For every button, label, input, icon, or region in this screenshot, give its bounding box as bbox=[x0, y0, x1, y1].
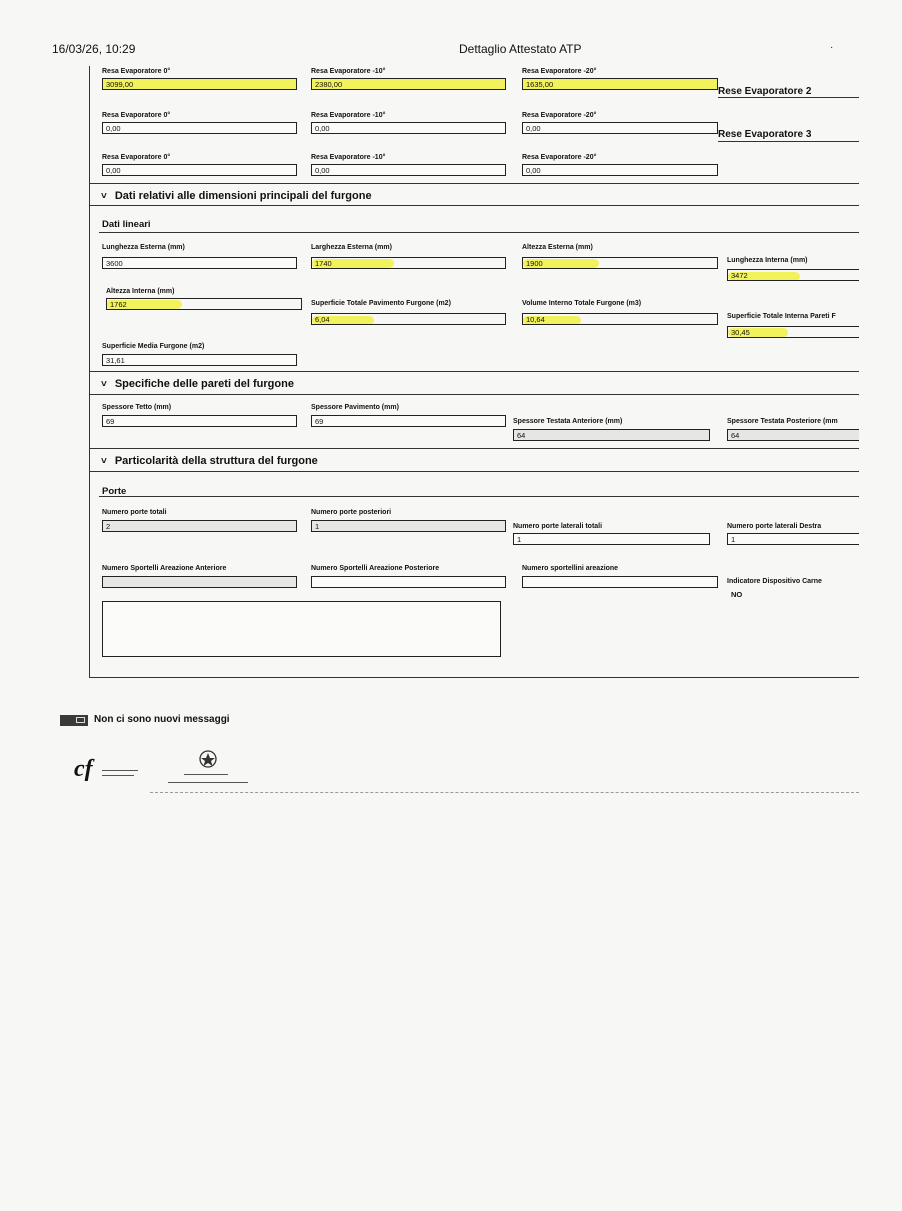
subsection-dati-lineari: Dati lineari bbox=[102, 219, 151, 230]
ministry-caption-line-1 bbox=[184, 774, 228, 775]
lunghezza-esterna-field[interactable]: 3600 bbox=[102, 257, 297, 269]
larghezza-esterna-label: Larghezza Esterna (mm) bbox=[311, 244, 392, 251]
section-divider-dimensioni-top bbox=[89, 183, 859, 184]
sportelli-posteriore-field[interactable] bbox=[311, 576, 506, 588]
spessore-anteriore-field[interactable]: 64 bbox=[513, 429, 710, 441]
porte-totali-field[interactable]: 2 bbox=[102, 520, 297, 532]
superficie-media-field[interactable]: 31,61 bbox=[102, 354, 297, 366]
resa-20-field-1[interactable]: 1635,00 bbox=[522, 78, 718, 90]
divider-evap-1 bbox=[718, 97, 859, 98]
porte-laterali-destra-label: Numero porte laterali Destra bbox=[727, 523, 822, 530]
sportelli-posteriore-label: Numero Sportelli Areazione Posteriore bbox=[311, 565, 440, 572]
superficie-pareti-label: Superficie Totale Interna Pareti F bbox=[727, 313, 836, 320]
volume-interno-field[interactable]: 10,64 bbox=[522, 313, 718, 325]
resa-0-label-1: Resa Evaporatore 0° bbox=[102, 68, 171, 75]
volume-interno-label: Volume Interno Totale Furgone (m3) bbox=[522, 300, 642, 307]
ministry-caption-line-2 bbox=[168, 782, 248, 783]
section-struttura-title: Particolarità della struttura del furgone bbox=[114, 455, 318, 467]
lunghezza-interna-field[interactable]: 3472 bbox=[727, 269, 859, 281]
spessore-posteriore-label: Spessore Testata Posteriore (mm bbox=[727, 418, 838, 425]
sportelli-anteriore-label: Numero Sportelli Areazione Anteriore bbox=[102, 565, 227, 572]
indicatore-carne-label: Indicatore Dispositivo Carne bbox=[727, 578, 822, 585]
header-dot: · bbox=[830, 42, 834, 53]
resa-10-label-3: Resa Evaporatore -10° bbox=[311, 154, 386, 161]
sportellini-field[interactable] bbox=[522, 576, 718, 588]
superficie-media-label: Superficie Media Furgone (m2) bbox=[102, 343, 205, 350]
cf-logo: cf bbox=[74, 756, 93, 782]
resa-20-field-3[interactable]: 0,00 bbox=[522, 164, 718, 176]
lunghezza-esterna-label: Lunghezza Esterna (mm) bbox=[102, 244, 185, 251]
spessore-anteriore-label: Spessore Testata Anteriore (mm) bbox=[513, 418, 623, 425]
resa-0-field-3[interactable]: 0,00 bbox=[102, 164, 297, 176]
spessore-pavimento-label: Spessore Pavimento (mm) bbox=[311, 404, 399, 411]
section-divider-dimensioni-bottom bbox=[89, 205, 859, 206]
lunghezza-interna-label: Lunghezza Interna (mm) bbox=[727, 257, 808, 264]
resa-10-field-1[interactable]: 2380,00 bbox=[311, 78, 506, 90]
resa-10-label-1: Resa Evaporatore -10° bbox=[311, 68, 386, 75]
resa-0-field-1[interactable]: 3099,00 bbox=[102, 78, 297, 90]
spessore-tetto-label: Spessore Tetto (mm) bbox=[102, 404, 172, 411]
porte-posteriori-field[interactable]: 1 bbox=[311, 520, 506, 532]
messages-status: Non ci sono nuovi messaggi bbox=[94, 714, 230, 725]
porte-posteriori-label: Numero porte posteriori bbox=[311, 509, 392, 516]
form-left-border bbox=[89, 66, 90, 678]
notes-textarea[interactable] bbox=[102, 601, 501, 657]
resa-20-label-3: Resa Evaporatore -20° bbox=[522, 154, 597, 161]
superficie-pareti-field[interactable]: 30,45 bbox=[727, 326, 859, 338]
mail-icon bbox=[60, 715, 88, 726]
resa-20-label-2: Resa Evaporatore -20° bbox=[522, 112, 597, 119]
ministry-emblem-icon bbox=[198, 749, 218, 774]
porte-laterali-totali-field[interactable]: 1 bbox=[513, 533, 710, 545]
subsection-divider-porte bbox=[99, 496, 859, 497]
superficie-pavimento-field[interactable]: 6,04 bbox=[311, 313, 506, 325]
section-pareti-title: Specifiche delle pareti del furgone bbox=[114, 378, 294, 390]
sportelli-anteriore-field[interactable] bbox=[102, 576, 297, 588]
resa-10-field-2[interactable]: 0,00 bbox=[311, 122, 506, 134]
altezza-interna-label: Altezza Interna (mm) bbox=[106, 288, 175, 295]
section-dimensioni-header[interactable] bbox=[101, 190, 372, 202]
section-pareti-header[interactable] bbox=[101, 378, 294, 390]
divider-evap-2 bbox=[718, 141, 859, 142]
subsection-porte: Porte bbox=[102, 486, 127, 497]
section-divider-struttura-top bbox=[89, 448, 859, 449]
altezza-esterna-label: Altezza Esterna (mm) bbox=[522, 244, 593, 251]
altezza-esterna-field[interactable]: 1900 bbox=[522, 257, 718, 269]
section-dimensioni-title: Dati relativi alle dimensioni principali del furgone bbox=[114, 190, 372, 202]
resa-10-field-3[interactable]: 0,00 bbox=[311, 164, 506, 176]
indicatore-carne-value: NO bbox=[731, 590, 743, 599]
porte-laterali-destra-field[interactable]: 1 bbox=[727, 533, 859, 545]
chevron-down-icon: ˅ bbox=[101, 456, 107, 467]
cf-logo-caption-line-1 bbox=[102, 770, 138, 771]
section-divider-struttura-bottom bbox=[89, 471, 859, 472]
spessore-tetto-field[interactable]: 69 bbox=[102, 415, 297, 427]
sportellini-label: Numero sportellini areazione bbox=[522, 565, 619, 572]
chevron-down-icon: ˅ bbox=[101, 191, 107, 202]
resa-20-field-2[interactable]: 0,00 bbox=[522, 122, 718, 134]
print-timestamp: 16/03/26, 10:29 bbox=[52, 42, 136, 56]
cf-logo-caption-line-2 bbox=[102, 775, 134, 776]
chevron-down-icon: ˅ bbox=[101, 379, 107, 390]
footer-divider bbox=[150, 792, 859, 793]
resa-0-field-2[interactable]: 0,00 bbox=[102, 122, 297, 134]
page-title: Dettaglio Attestato ATP bbox=[459, 42, 582, 56]
rese-evaporatore-2-label: Rese Evaporatore 2 bbox=[718, 86, 812, 97]
resa-10-label-2: Resa Evaporatore -10° bbox=[311, 112, 386, 119]
porte-laterali-totali-label: Numero porte laterali totali bbox=[513, 523, 603, 530]
resa-20-label-1: Resa Evaporatore -20° bbox=[522, 68, 597, 75]
spessore-posteriore-field[interactable]: 64 bbox=[727, 429, 859, 441]
altezza-interna-field[interactable]: 1762 bbox=[106, 298, 302, 310]
section-divider-pareti-bottom bbox=[89, 394, 859, 395]
rese-evaporatore-3-label: Rese Evaporatore 3 bbox=[718, 129, 812, 140]
resa-0-label-2: Resa Evaporatore 0° bbox=[102, 112, 171, 119]
porte-totali-label: Numero porte totali bbox=[102, 509, 167, 516]
subsection-divider-dati-lineari bbox=[99, 232, 859, 233]
larghezza-esterna-field[interactable]: 1740 bbox=[311, 257, 506, 269]
form-bottom-border bbox=[89, 677, 859, 678]
superficie-pavimento-label: Superficie Totale Pavimento Furgone (m2) bbox=[311, 300, 451, 307]
resa-0-label-3: Resa Evaporatore 0° bbox=[102, 154, 171, 161]
section-divider-pareti-top bbox=[89, 371, 859, 372]
spessore-pavimento-field[interactable]: 69 bbox=[311, 415, 506, 427]
section-struttura-header[interactable] bbox=[101, 455, 318, 467]
